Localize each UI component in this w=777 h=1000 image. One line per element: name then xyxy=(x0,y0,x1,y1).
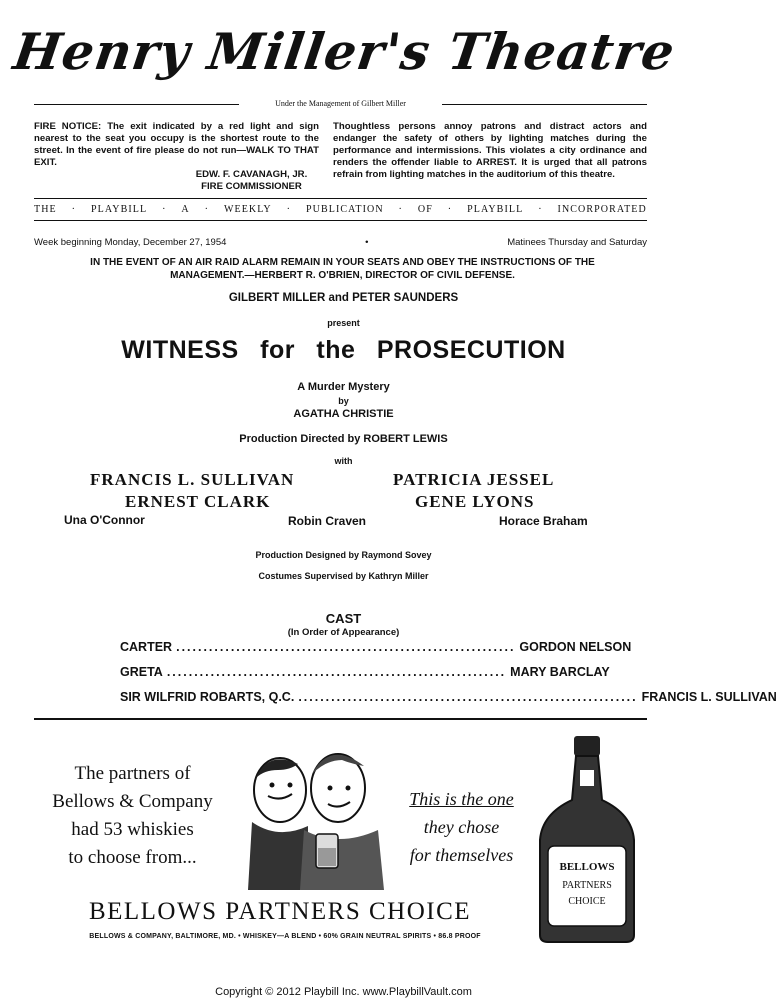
bullet: • xyxy=(365,237,369,248)
pub-word: OF xyxy=(417,204,433,215)
genre: A Murder Mystery xyxy=(297,381,390,393)
theatre-name: Henry Miller's Theatre xyxy=(9,22,679,81)
star-name: FRANCIS L. SULLIVAN xyxy=(90,470,295,489)
pub-word: A xyxy=(181,204,190,215)
pub-word: PLAYBILL xyxy=(90,204,148,215)
pub-dot: · xyxy=(538,204,543,215)
cast-heading: CAST xyxy=(325,611,362,626)
leader-dots: .............................................................. xyxy=(166,665,507,679)
star-name: ERNEST CLARK xyxy=(125,492,271,511)
pub-word: THE xyxy=(34,204,57,215)
star-name: GENE LYONS xyxy=(415,492,535,511)
producers: GILBERT MILLER and PETER SAUNDERS xyxy=(228,292,459,304)
pub-dot: · xyxy=(204,204,210,215)
costume-credit: Costumes Supervised by Kathryn Miller xyxy=(258,571,429,581)
ad-left-copy xyxy=(30,760,235,872)
patron-notice: Thoughtless persons annoy patrons and distract actors and endanger the safety of others by lighting matches during the performance and intermissions. This violates a city ordinance and renders the offender liable to ARREST. It is urged that all patrons refrain from lighting matches in the auditorium of this theatre. xyxy=(333,121,647,180)
label-text: CHOICE xyxy=(568,896,606,907)
matinee-text: Matinees Thursday and Saturday xyxy=(507,237,647,248)
leader-dots: .............................................................. xyxy=(298,690,638,704)
divider-bottom xyxy=(34,220,647,221)
whiskey-bottle xyxy=(522,730,652,950)
ad-line: This is the one xyxy=(409,789,514,809)
label-text: BELLOWS xyxy=(559,861,615,873)
with-text: with xyxy=(334,456,353,466)
cast-subheading: (In Order of Appearance) xyxy=(287,627,400,638)
fire-notice-title: FIRE COMMISSIONER xyxy=(201,181,302,192)
ad-right-copy xyxy=(384,785,539,869)
pub-word: PLAYBILL xyxy=(467,204,524,215)
schedule-row xyxy=(34,237,647,248)
cast-row xyxy=(120,640,632,654)
fire-notice-text: FIRE NOTICE: The exit indicated by a red light and sign nearest to the seat you occupy is the shortest route to the street. In the event of fire please do not run—WALK TO THAT EXIT. xyxy=(34,121,319,168)
by-text: by xyxy=(338,396,349,406)
ad-line: for themselves xyxy=(409,845,514,865)
cast-role: GRETA xyxy=(120,665,163,679)
cast-actor: GORDON NELSON xyxy=(519,640,632,654)
pub-word: INCORPORATED xyxy=(557,204,647,215)
featured-name: Horace Braham xyxy=(499,514,588,528)
publication-line xyxy=(34,204,647,215)
partners-illustration xyxy=(238,730,388,890)
cast-actor: MARY BARCLAY xyxy=(510,665,610,679)
label-text: PARTNERS xyxy=(562,880,612,891)
pub-dot: · xyxy=(398,204,403,215)
director: Production Directed by ROBERT LEWIS xyxy=(239,433,448,445)
ad-line: they chose xyxy=(423,817,500,837)
fire-notice xyxy=(34,121,319,193)
ad-divider xyxy=(34,718,647,720)
play-title: WITNESS for the PROSECUTION xyxy=(121,336,566,364)
ad-line: had 53 whiskies xyxy=(71,819,194,840)
present-text: present xyxy=(327,318,360,328)
air-raid-notice: IN THE EVENT OF AN AIR RAID ALARM REMAIN IN YOUR SEATS AND OBEY THE INSTRUCTIONS OF THE MANAGEMENT.—HERBERT R. O'BRIEN, DIRECTOR OF CIVIL DEFENSE. xyxy=(90,257,595,281)
pub-dot: · xyxy=(71,204,77,215)
management-rule xyxy=(34,98,647,112)
pub-dot: · xyxy=(162,204,167,215)
cast-role: SIR WILFRID ROBARTS, Q.C. xyxy=(120,690,295,704)
author: AGATHA CHRISTIE xyxy=(293,408,394,420)
cast-role: CARTER xyxy=(120,640,173,654)
copyright: Copyright © 2012 Playbill Inc. www.PlaybillVault.com xyxy=(215,986,472,998)
design-credit: Production Designed by Raymond Sovey xyxy=(255,550,432,560)
ad-line: Bellows & Company xyxy=(52,791,213,812)
cast-row xyxy=(120,665,610,679)
management-line: Under the Management of Gilbert Miller xyxy=(275,99,406,108)
ad-fine-print: BELLOWS & COMPANY, BALTIMORE, MD. • WHISKEY—A BLEND • 60% GRAIN NEUTRAL SPIRITS • 86.8 PROOF xyxy=(89,933,481,940)
pub-word: WEEKLY xyxy=(223,204,272,215)
cast-row xyxy=(120,690,777,704)
ad-line: to choose from... xyxy=(68,847,197,868)
featured-name: Robin Craven xyxy=(288,514,367,528)
pub-dot: · xyxy=(286,204,292,215)
week-text: Week beginning Monday, December 27, 1954 xyxy=(34,237,227,248)
featured-name: Una O'Connor xyxy=(64,513,145,527)
cast-actor: FRANCIS L. SULLIVAN xyxy=(641,690,777,704)
star-name: PATRICIA JESSEL xyxy=(393,470,555,489)
divider-top xyxy=(34,198,647,199)
ad-brand: BELLOWS PARTNERS CHOICE xyxy=(88,898,472,925)
fire-notice-signatory: EDW. F. CAVANAGH, JR. xyxy=(195,169,308,180)
ad-line: The partners of xyxy=(74,763,191,784)
leader-dots: .............................................................. xyxy=(176,640,516,654)
pub-word: PUBLICATION xyxy=(305,204,384,215)
rule-right xyxy=(442,104,647,105)
pub-dot: · xyxy=(447,204,453,215)
